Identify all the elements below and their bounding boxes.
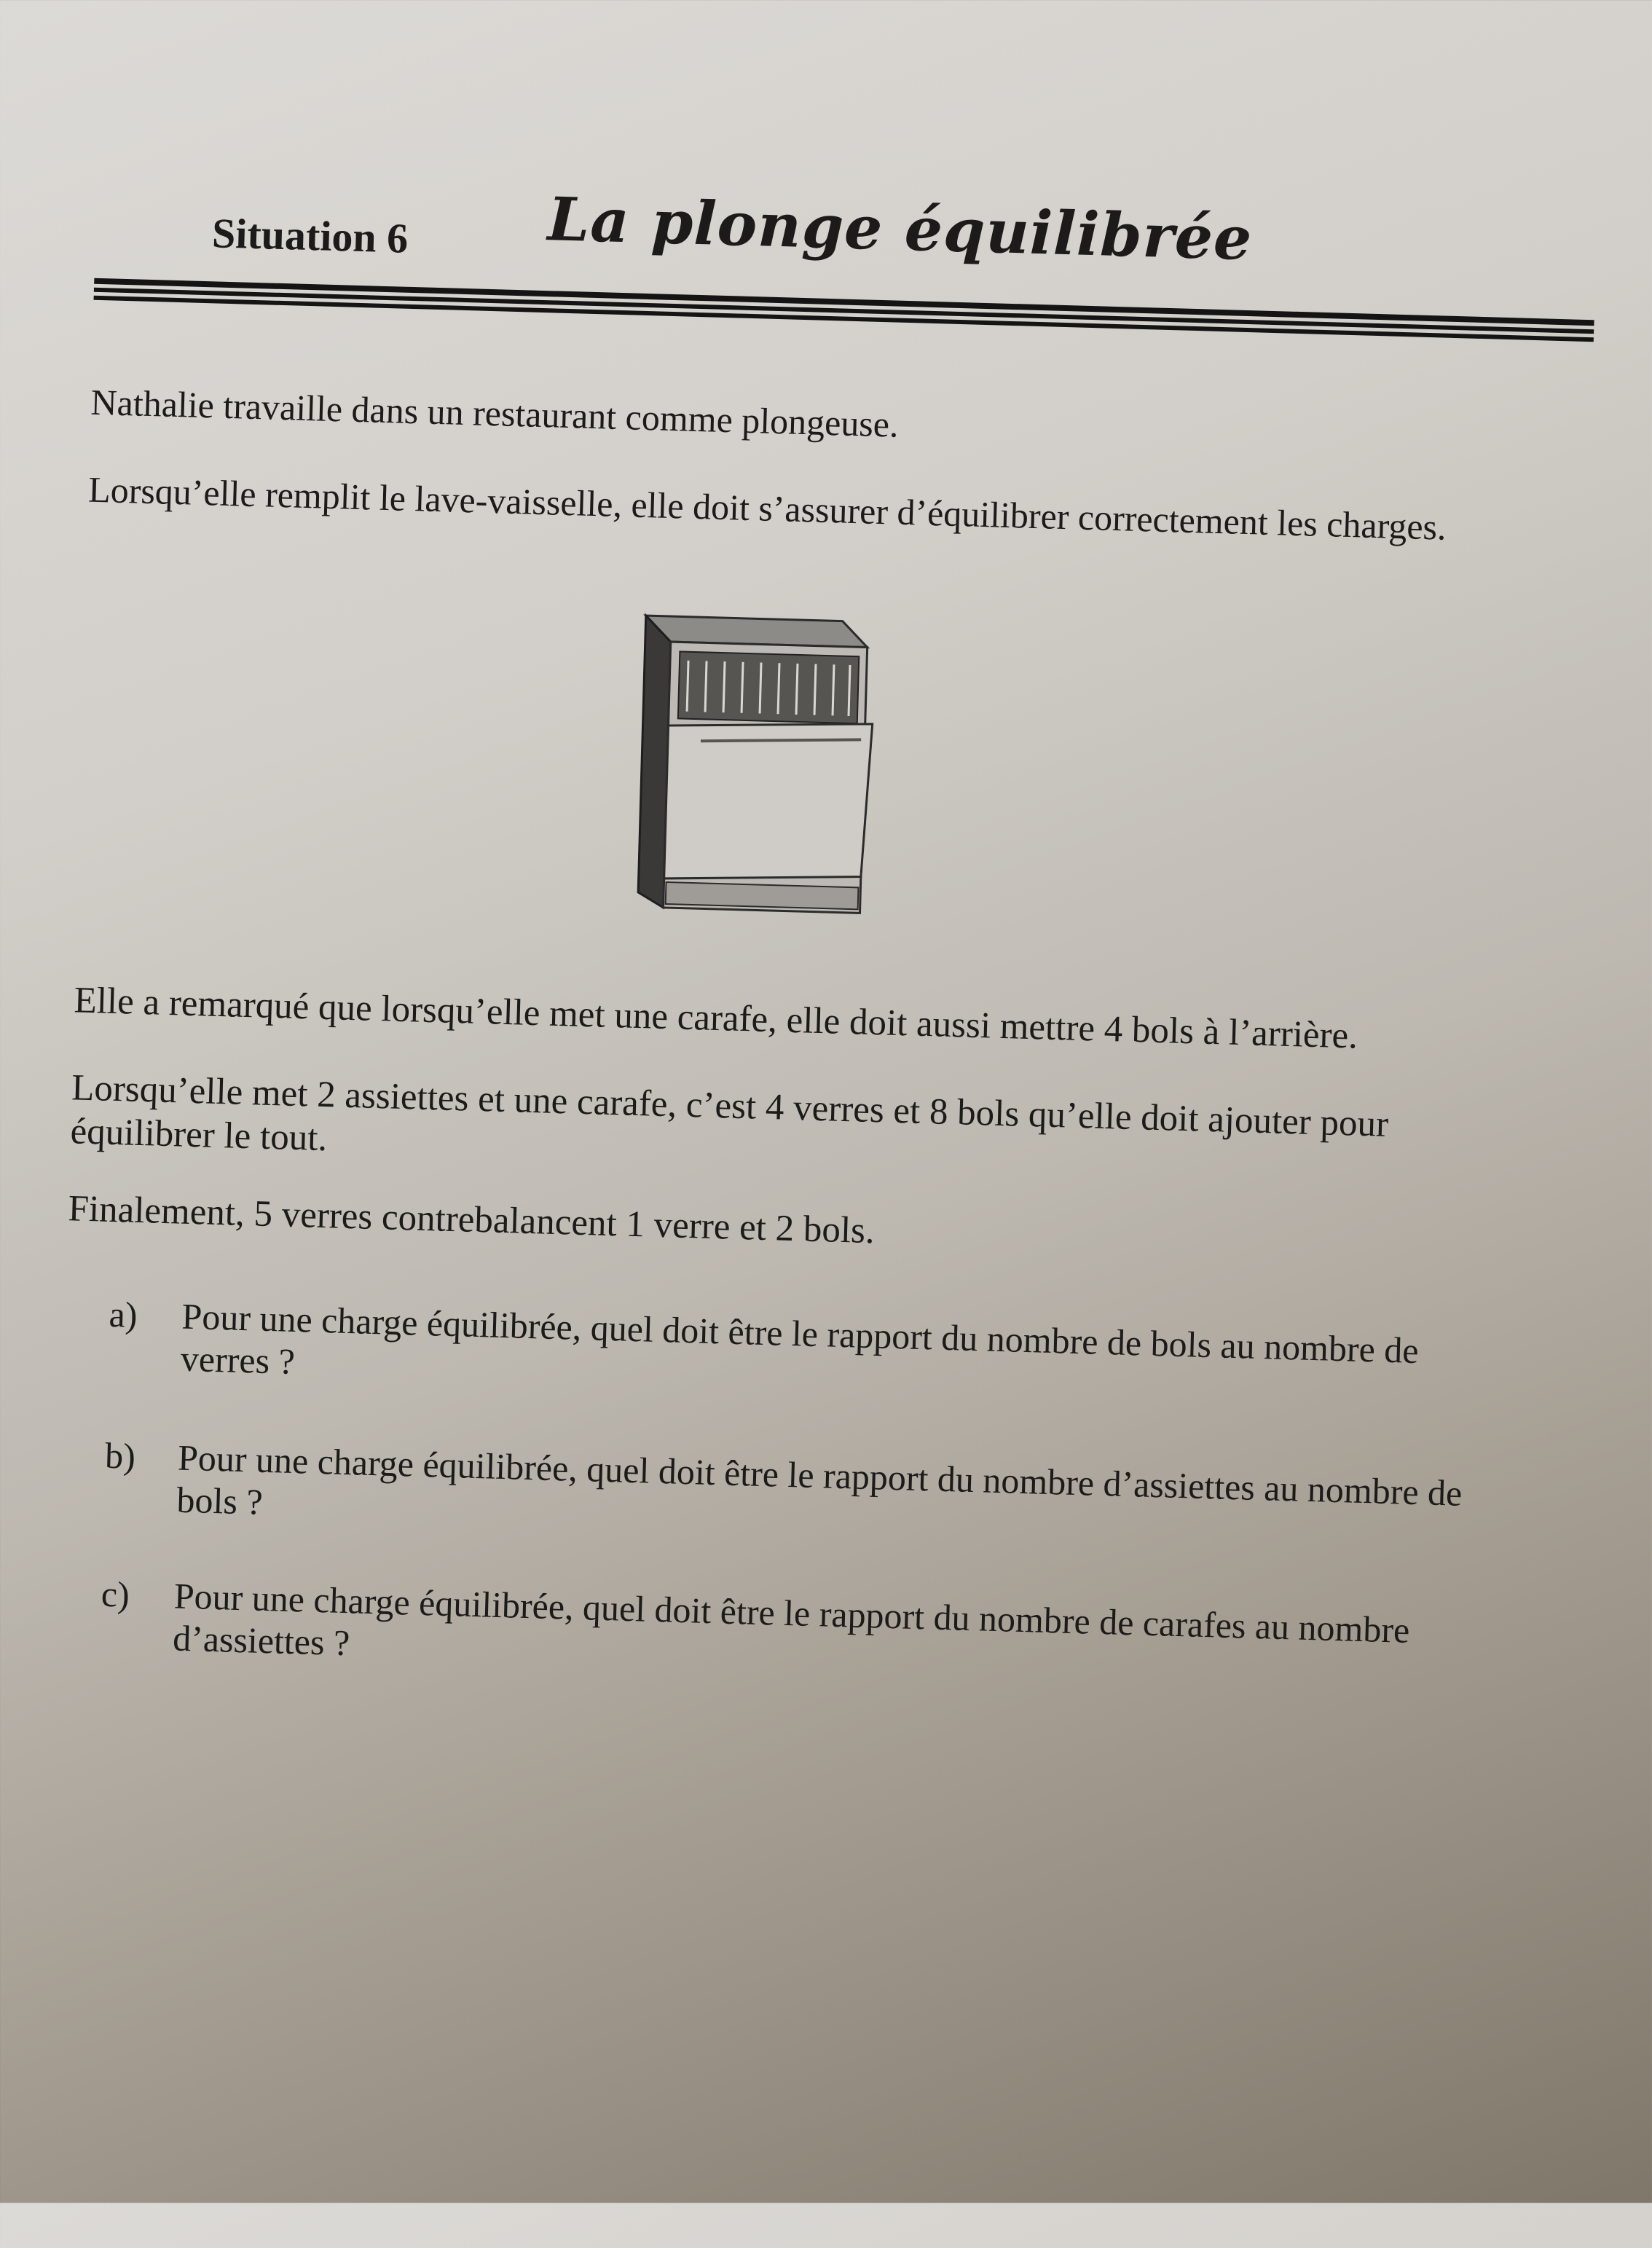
question-text: Pour une charge équilibrée, quel doit être le rapport du nombre de bols au nombre de verres ? <box>180 1295 1420 1383</box>
question-letter: b) <box>104 1434 136 1477</box>
question-b <box>104 1434 1474 1522</box>
question-letter: c) <box>101 1573 130 1615</box>
paragraph-intro: Nathalie travaille dans un restaurant comme plongeuse. <box>90 381 900 445</box>
paragraph-carafe-bols: Elle a remarqué que lorsqu’elle met une carafe, elle doit aussi mettre 4 bols à l’arrière. <box>73 980 1358 1057</box>
question-text: Pour une charge équilibrée, quel doit être le rapport du nombre de carafes au nombre d’assiettes ? <box>172 1575 1411 1664</box>
title-divider <box>93 278 1594 347</box>
dishwasher-icon <box>608 600 879 921</box>
question-text: Pour une charge équilibrée, quel doit être le rapport du nombre d’assiettes au nombre de bols ? <box>176 1437 1463 1522</box>
question-a <box>108 1293 1479 1383</box>
paragraph-assiettes: Lorsqu’elle met 2 assiettes et une carafe, c’est 4 verres et 8 bols qu’elle doit ajouter pour équilibrer le tout. <box>69 1067 1389 1160</box>
paragraph-loading: Lorsqu’elle remplit le lave-vaisselle, elle doit s’assurer d’équilibrer correctement les charges. <box>87 468 1447 548</box>
situation-label: Situation 6 <box>211 209 409 262</box>
question-letter: a) <box>108 1293 138 1335</box>
paragraph-verres: Finalement, 5 verres contrebalancent 1 verre et 2 bols. <box>67 1188 876 1252</box>
question-c <box>101 1573 1471 1664</box>
page-title: La plonge équilibrée <box>546 184 1254 275</box>
